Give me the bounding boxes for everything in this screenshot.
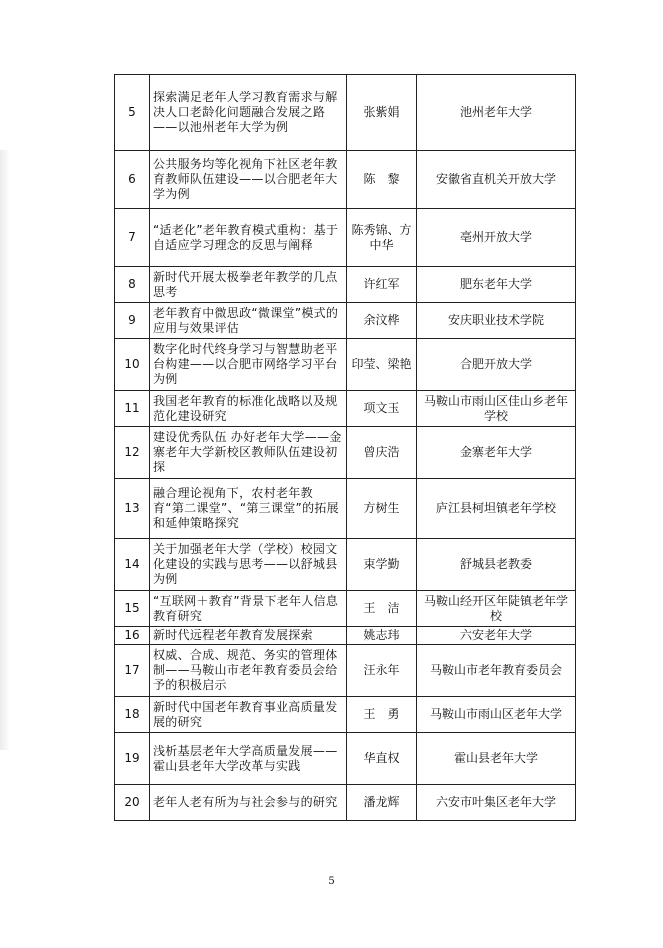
- scan-edge-shadow: [0, 150, 10, 750]
- table-row: [115, 339, 576, 391]
- table-row: [115, 75, 576, 151]
- row-number: 13: [115, 479, 150, 539]
- row-number: 8: [115, 267, 150, 303]
- affiliation: 池州老年大学: [417, 75, 576, 151]
- paper-title: 老年教育中微思政“微课堂”模式的应用与效果评估: [150, 303, 347, 339]
- table-row: [115, 697, 576, 733]
- table-row: [115, 427, 576, 479]
- paper-title: 建设优秀队伍 办好老年大学——金寨老年大学新校区教师队伍建设初探: [150, 427, 347, 479]
- author-name: 潘龙辉: [347, 785, 417, 821]
- table-row: [115, 267, 576, 303]
- author-name: 姚志玮: [347, 627, 417, 645]
- author-name: 束学勤: [347, 539, 417, 591]
- affiliation: 金寨老年大学: [417, 427, 576, 479]
- affiliation: 合肥开放大学: [417, 339, 576, 391]
- affiliation: 亳州开放大学: [417, 209, 576, 267]
- affiliation: 六安老年大学: [417, 627, 576, 645]
- author-name: 项文玉: [347, 391, 417, 427]
- table-row: [115, 303, 576, 339]
- table-row: [115, 151, 576, 209]
- table-row: [115, 391, 576, 427]
- table-row: [115, 645, 576, 697]
- affiliation: 马鞍山市雨山区佳山乡老年学校: [417, 391, 576, 427]
- award-list-table: [114, 74, 576, 821]
- table-row: [115, 479, 576, 539]
- row-number: 16: [115, 627, 150, 645]
- table-row: [115, 785, 576, 821]
- author-name: 方树生: [347, 479, 417, 539]
- row-number: 11: [115, 391, 150, 427]
- row-number: 17: [115, 645, 150, 697]
- row-number: 14: [115, 539, 150, 591]
- author-name: 王 洁: [347, 591, 417, 627]
- row-number: 15: [115, 591, 150, 627]
- paper-title: 我国老年教育的标准化战略以及规范化建设研究: [150, 391, 347, 427]
- affiliation: 马鞍山经开区年陡镇老年学校: [417, 591, 576, 627]
- author-name: 印莹、梁艳: [347, 339, 417, 391]
- paper-title: 公共服务均等化视角下社区老年教育教师队伍建设——以合肥老年大学为例: [150, 151, 347, 209]
- author-name: 陈 黎: [347, 151, 417, 209]
- author-name: 陈秀锦、方中华: [347, 209, 417, 267]
- paper-title: 关于加强老年大学（学校）校园文化建设的实践与思考——以舒城县为例: [150, 539, 347, 591]
- affiliation: 舒城县老教委: [417, 539, 576, 591]
- row-number: 18: [115, 697, 150, 733]
- paper-title: 融合理论视角下，农村老年教育“第二课堂”、“第三课堂”的拓展和延伸策略探究: [150, 479, 347, 539]
- row-number: 6: [115, 151, 150, 209]
- table-row: [115, 591, 576, 627]
- affiliation: 安徽省直机关开放大学: [417, 151, 576, 209]
- paper-title: 权威、合成、规范、务实的管理体制——马鞍山市老年教育委员会给予的积极启示: [150, 645, 347, 697]
- affiliation: 肥东老年大学: [417, 267, 576, 303]
- table-row: [115, 209, 576, 267]
- author-name: 余汶桦: [347, 303, 417, 339]
- paper-title: “适老化”老年教育模式重构：基于自适应学习理念的反思与阐释: [150, 209, 347, 267]
- author-name: 华直权: [347, 733, 417, 785]
- row-number: 9: [115, 303, 150, 339]
- author-name: 王 勇: [347, 697, 417, 733]
- author-name: 汪永年: [347, 645, 417, 697]
- row-number: 19: [115, 733, 150, 785]
- table-body: [115, 75, 576, 821]
- paper-title: 新时代远程老年教育发展探索: [150, 627, 347, 645]
- row-number: 12: [115, 427, 150, 479]
- author-name: 曾庆浩: [347, 427, 417, 479]
- paper-title: 探索满足老年人学习教育需求与解决人口老龄化问题融合发展之路——以池州老年大学为例: [150, 75, 347, 151]
- affiliation: 安庆职业技术学院: [417, 303, 576, 339]
- row-number: 20: [115, 785, 150, 821]
- table-row: [115, 627, 576, 645]
- paper-title: 新时代中国老年教育事业高质量发展的研究: [150, 697, 347, 733]
- affiliation: 庐江县柯坦镇老年学校: [417, 479, 576, 539]
- paper-title: 浅析基层老年大学高质量发展——霍山县老年大学改革与实践: [150, 733, 347, 785]
- author-name: 张紫娟: [347, 75, 417, 151]
- affiliation: 六安市叶集区老年大学: [417, 785, 576, 821]
- table-row: [115, 539, 576, 591]
- row-number: 5: [115, 75, 150, 151]
- paper-title: “互联网＋教育”背景下老年人信息教育研究: [150, 591, 347, 627]
- author-name: 许红军: [347, 267, 417, 303]
- paper-title: 老年人老有所为与社会参与的研究: [150, 785, 347, 821]
- paper-title: 数字化时代终身学习与智慧助老平台构建——以合肥市网络学习平台为例: [150, 339, 347, 391]
- affiliation: 马鞍山市老年教育委员会: [417, 645, 576, 697]
- paper-title: 新时代开展太极拳老年教学的几点思考: [150, 267, 347, 303]
- row-number: 7: [115, 209, 150, 267]
- page-number: 5: [328, 876, 335, 887]
- table-row: [115, 733, 576, 785]
- row-number: 10: [115, 339, 150, 391]
- affiliation: 马鞍山市雨山区老年大学: [417, 697, 576, 733]
- affiliation: 霍山县老年大学: [417, 733, 576, 785]
